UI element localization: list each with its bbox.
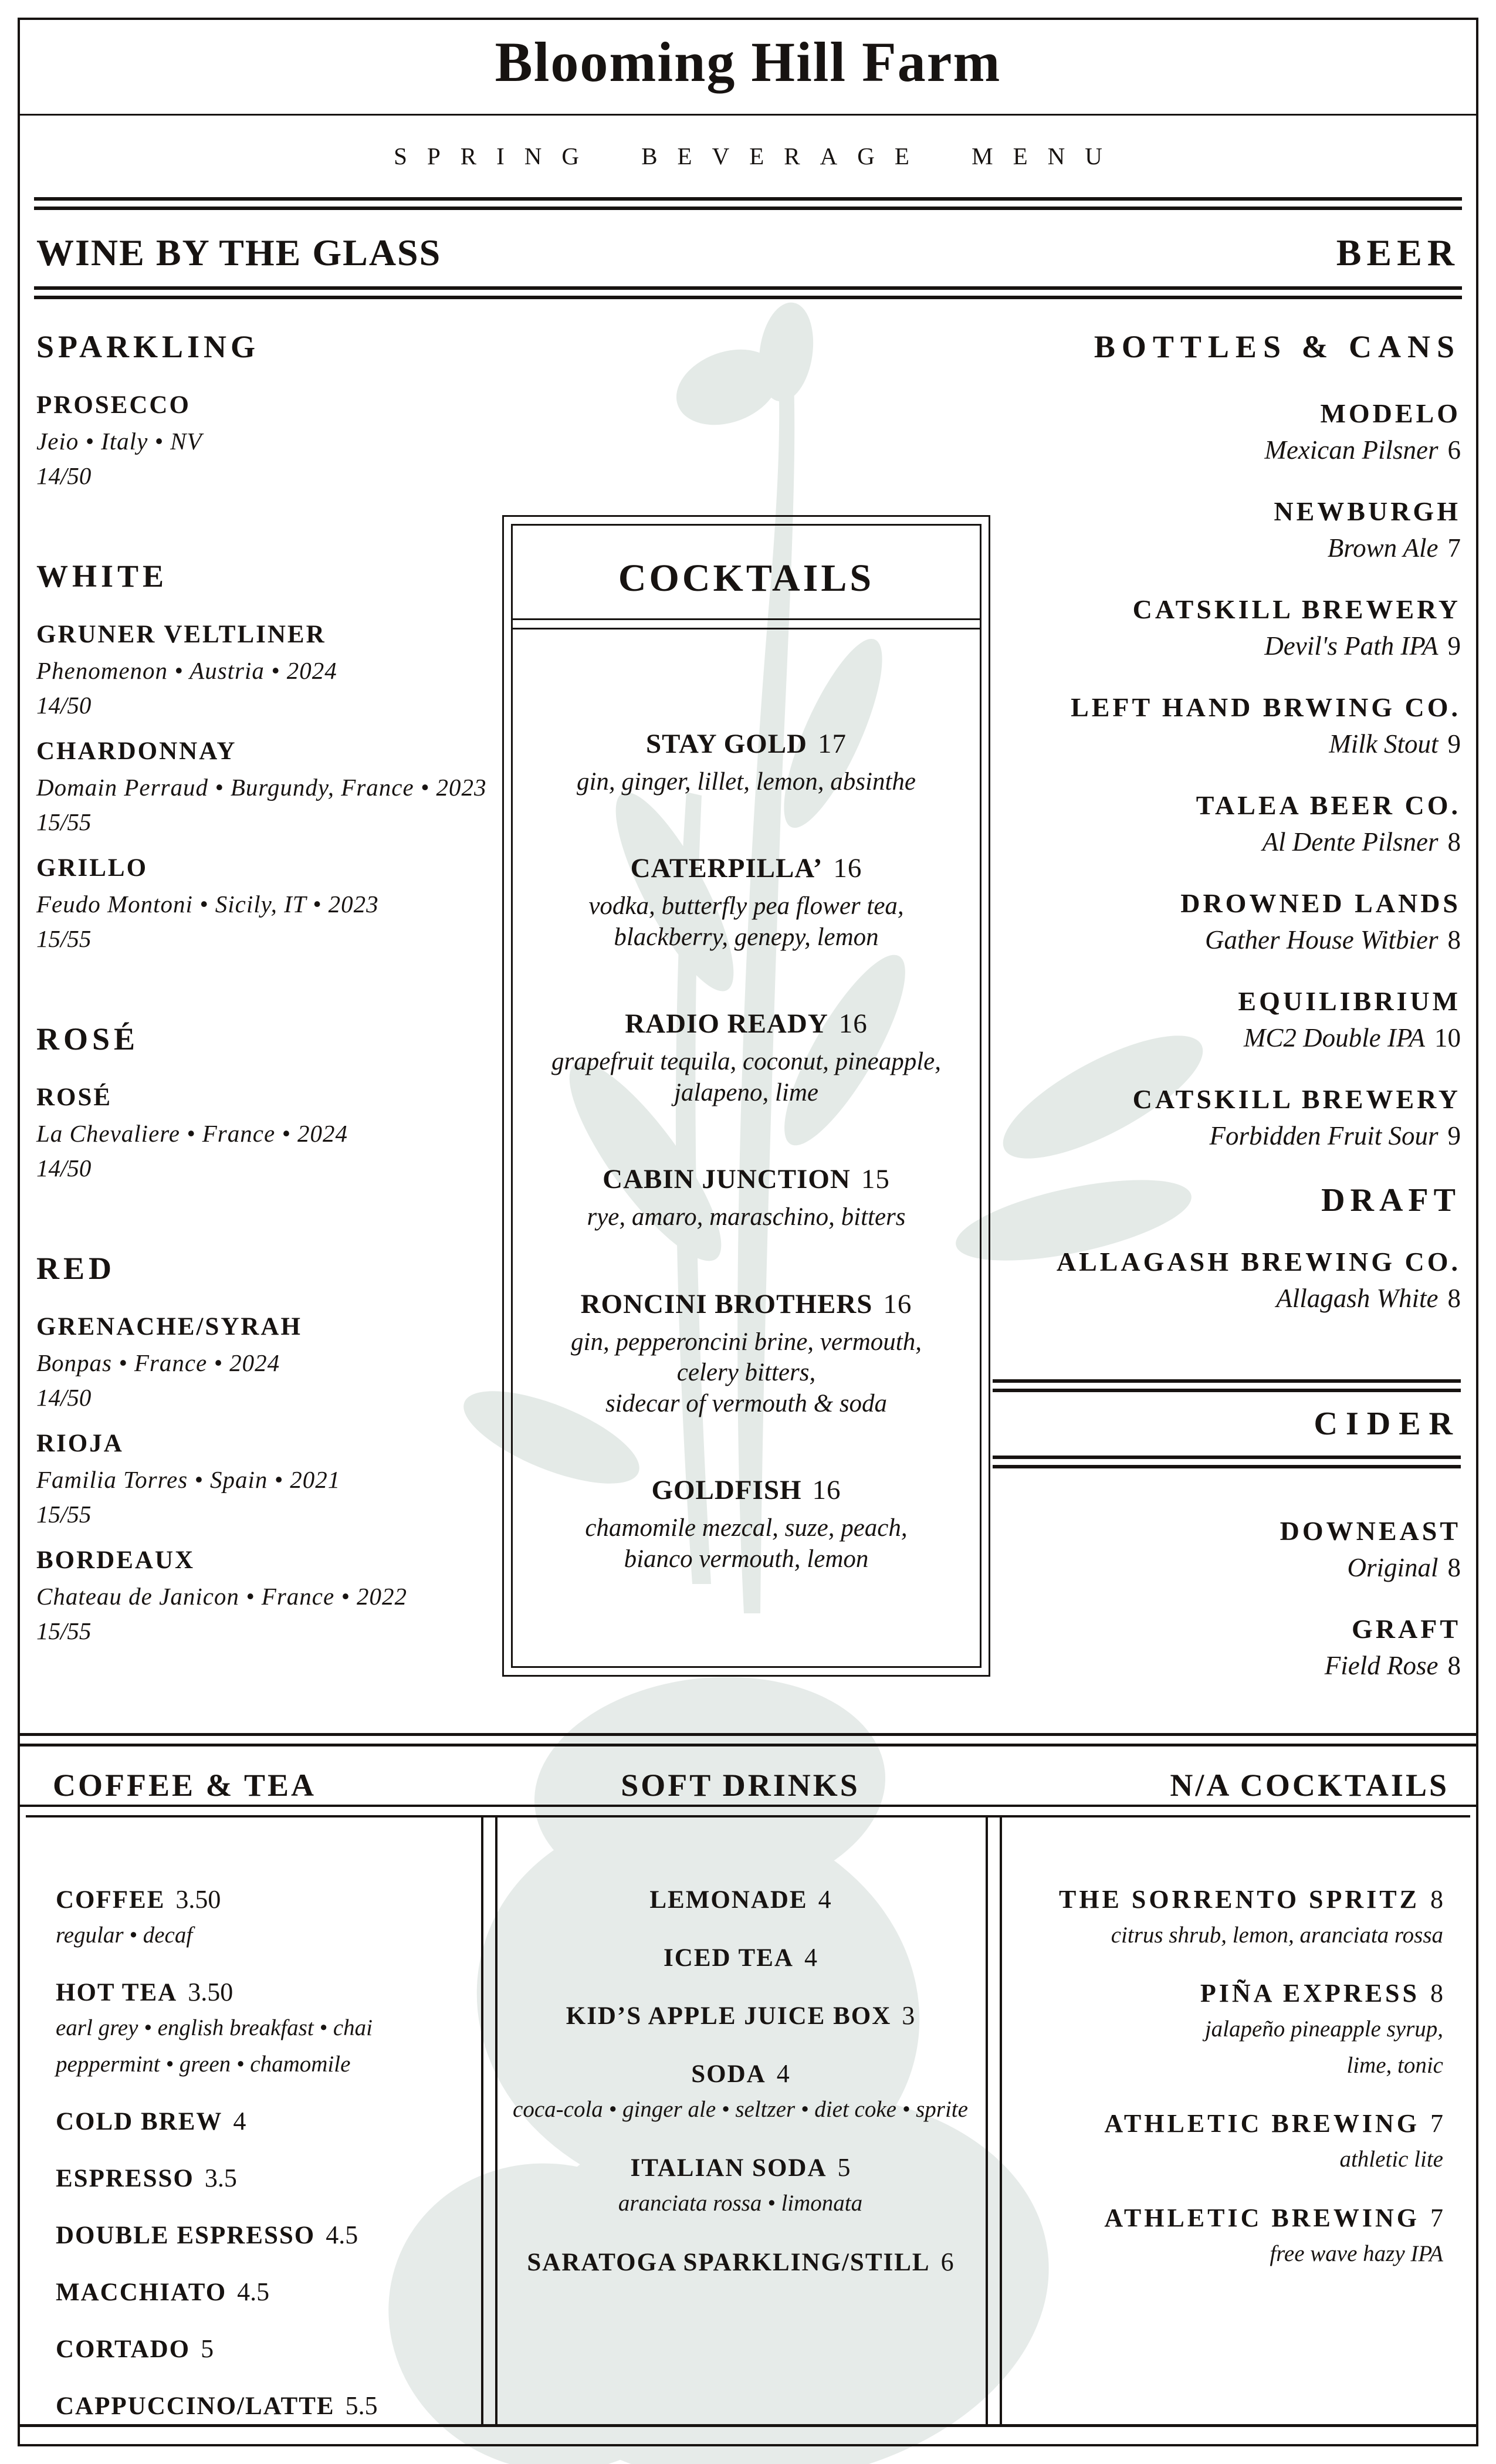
cocktail-price: 16	[833, 853, 862, 884]
beer-price: 7	[1447, 533, 1461, 563]
beer-style: Brown Ale	[1327, 533, 1439, 563]
na-cocktail-details	[1033, 2144, 1443, 2174]
beer-heading: BEER	[1336, 232, 1460, 273]
wine-section-red	[36, 1250, 497, 1645]
column-divider-soft-na-2	[1000, 1817, 1002, 2424]
detail-line: bianco vermouth, lemon	[624, 1545, 869, 1573]
beer-style: Al Dente Pilsner	[1262, 827, 1439, 857]
cocktail-ingredients	[534, 891, 959, 953]
wine-item-price: 15/55	[36, 1501, 92, 1528]
cider-double-rule-bottom-1	[993, 1456, 1461, 1459]
detail-line: chamomile mezcal, suze, peach,	[585, 1514, 908, 1542]
cocktail-name: CABIN JUNCTION	[603, 1164, 851, 1195]
beer-item	[993, 594, 1461, 661]
wine-item-price: 14/50	[36, 692, 92, 719]
detail-line: blackberry, genepy, lemon	[614, 923, 879, 951]
coffee-item	[56, 2163, 461, 2193]
cocktail-price: 16	[883, 1288, 912, 1319]
beer-name: CATSKILL BREWERY	[1132, 594, 1461, 624]
wine-item-name: GRUNER VELTLINER	[36, 621, 326, 648]
soft-drink-name-line	[499, 2001, 982, 2030]
na-cocktail-name: PIÑA EXPRESS	[1200, 1979, 1420, 2008]
wine-item	[36, 1083, 497, 1182]
coffee-name-line	[56, 2334, 461, 2364]
soft-drink-price: 4	[776, 2059, 790, 2088]
beer-name: MODELO	[1320, 398, 1461, 428]
wine-item-name: GRILLO	[36, 854, 148, 882]
draft-heading: DRAFT	[1321, 1182, 1461, 1219]
wine-item-detail: Chateau de Janicon • France • 2022	[36, 1583, 408, 1610]
cocktail-ingredients	[534, 1513, 959, 1575]
bottom-band-rule-1	[20, 1805, 1476, 1807]
beer-name: LEFT HAND BRWING CO.	[1071, 692, 1461, 722]
soft-drink-item	[499, 2152, 982, 2218]
soft-drink-name: KID’S APPLE JUICE BOX	[566, 2002, 892, 2030]
cocktails-rule-top	[513, 618, 980, 620]
cocktail-name-line	[534, 1008, 959, 1040]
detail-line: grapefruit tequila, coconut, pineapple,	[551, 1048, 941, 1076]
wine-section-sparkling	[36, 329, 497, 490]
detail-line: free wave hazy IPA	[1270, 2240, 1443, 2266]
wine-column	[36, 329, 497, 1663]
soft-drink-name: ITALIAN SODA	[630, 2154, 827, 2182]
wine-item	[36, 854, 497, 953]
beer-item	[993, 790, 1461, 857]
wine-item-price: 14/50	[36, 462, 92, 489]
detail-line: aranciata rossa • limonata	[618, 2191, 863, 2216]
soft-drinks-heading: SOFT DRINKS	[621, 1768, 860, 1803]
na-cocktail-details	[1033, 2014, 1443, 2080]
coffee-tea-heading: COFFEE & TEA	[53, 1768, 317, 1803]
wine-item	[36, 620, 497, 719]
beer-item	[993, 1084, 1461, 1151]
detail-line: jalapeno, lime	[673, 1078, 818, 1106]
cider-name: GRAFT	[1352, 1614, 1461, 1644]
cocktails-heading: COCKTAILS	[618, 557, 875, 600]
coffee-item	[56, 2106, 461, 2136]
wine-item	[36, 1312, 497, 1412]
na-cocktail-price: 8	[1430, 1979, 1443, 2008]
cocktail-price: 16	[812, 1475, 841, 1506]
cocktail-ingredients	[534, 1327, 959, 1419]
soft-drink-name: SODA	[691, 2060, 766, 2088]
na-cocktail-details	[1033, 2239, 1443, 2269]
wine-item-detail: Domain Perraud • Burgundy, France • 2023	[36, 774, 487, 801]
cocktail-name-line	[534, 852, 959, 884]
detail-line: rye, amaro, maraschino, bitters	[587, 1203, 906, 1231]
section-heading-band	[36, 231, 1460, 275]
beer-price: 8	[1447, 925, 1461, 955]
wine-item-name: PROSECCO	[36, 391, 191, 419]
draft-beer-list	[993, 1246, 1461, 1314]
wine-by-the-glass-heading: WINE BY THE GLASS	[36, 232, 442, 273]
cider-price: 8	[1447, 1651, 1461, 1680]
coffee-item	[56, 2391, 461, 2421]
coffee-name-line	[56, 2220, 461, 2250]
wine-item	[36, 391, 497, 490]
coffee-item-price: 4.5	[237, 2277, 270, 2307]
beer-name: CATSKILL BREWERY	[1132, 1084, 1461, 1114]
cider-style-line	[993, 1552, 1461, 1583]
cider-name: DOWNEAST	[1280, 1516, 1461, 1546]
na-cocktail-name-line	[1033, 2203, 1443, 2233]
cider-double-rule-top-2	[993, 1389, 1461, 1392]
cocktail-name-line	[534, 1474, 959, 1506]
beer-name: DROWNED LANDS	[1180, 888, 1461, 918]
coffee-item-name: COFFEE	[56, 1886, 165, 1914]
beer-price: 8	[1447, 827, 1461, 857]
coffee-item	[56, 2277, 461, 2307]
beer-style-line	[993, 827, 1461, 857]
beer-style: MC2 Double IPA	[1243, 1023, 1425, 1052]
coffee-item-name: MACCHIATO	[56, 2279, 227, 2307]
na-cocktail-item	[1033, 1884, 1443, 1950]
soft-drink-price: 4	[804, 1943, 817, 1972]
cocktail-name-line	[534, 728, 959, 760]
detail-line: regular • decaf	[56, 1923, 193, 1948]
coffee-item-name: DOUBLE ESPRESSO	[56, 2222, 316, 2250]
menu-subtitle: SPRING BEVERAGE MENU	[394, 143, 1122, 170]
wine-section-title: WHITE	[36, 559, 168, 594]
wine-item-name: CHARDONNAY	[36, 737, 237, 765]
detail-line: earl grey • english breakfast • chai	[56, 2015, 373, 2041]
coffee-name-line	[56, 2391, 461, 2421]
coffee-item-price: 4.5	[326, 2221, 358, 2250]
cocktail-ingredients	[534, 767, 959, 797]
coffee-item-price: 5.5	[345, 2391, 378, 2421]
beer-price: 9	[1447, 729, 1461, 759]
soft-drinks-column	[499, 1884, 982, 2305]
wine-item-detail: Jeio • Italy • NV	[36, 428, 202, 455]
beer-name: NEWBURGH	[1274, 496, 1461, 526]
coffee-name-line	[56, 2277, 461, 2307]
cider-style: Original	[1347, 1553, 1439, 1582]
wine-section-rose	[36, 1021, 497, 1182]
coffee-name-line	[56, 1977, 461, 2007]
na-cocktail-name: ATHLETIC BREWING	[1104, 2109, 1420, 2138]
cocktail-item	[534, 1288, 959, 1419]
cocktail-item	[534, 1008, 959, 1108]
soft-drink-name-line	[499, 2247, 982, 2277]
wine-item-detail: Familia Torres • Spain • 2021	[36, 1466, 341, 1493]
detail-line: peppermint • green • chamomile	[56, 2051, 351, 2077]
beer-price: 8	[1447, 1284, 1461, 1313]
soft-drink-name-line	[499, 2059, 982, 2089]
cocktails-box-inner-border	[511, 524, 981, 1668]
cocktail-name: STAY GOLD	[646, 729, 807, 759]
coffee-item-name: ESPRESSO	[56, 2165, 194, 2193]
soft-drink-item	[499, 1884, 982, 1914]
coffee-item-name: HOT TEA	[56, 1979, 178, 2007]
beer-name: EQUILIBRIUM	[1238, 986, 1461, 1016]
beer-style: Milk Stout	[1329, 729, 1439, 759]
beer-item	[993, 888, 1461, 955]
wine-item-list	[36, 1083, 497, 1182]
cocktails-rule-bottom	[513, 628, 980, 629]
wine-item-price: 15/55	[36, 925, 92, 952]
detail-line: gin, pepperoncini brine, vermouth,	[571, 1328, 922, 1356]
soft-drink-details	[499, 2188, 982, 2218]
wine-item-name: RIOJA	[36, 1430, 124, 1457]
column-divider-soft-na-1	[986, 1817, 988, 2424]
bottles-cans-heading: BOTTLES & CANS	[1094, 329, 1461, 364]
cider-item	[993, 1515, 1461, 1583]
detail-line: vodka, butterfly pea flower tea,	[588, 892, 904, 920]
coffee-item	[56, 2334, 461, 2364]
wine-item-price: 14/50	[36, 1155, 92, 1182]
wine-item-name: GRENACHE/SYRAH	[36, 1313, 302, 1341]
wine-item-list	[36, 620, 497, 953]
na-cocktail-price: 7	[1430, 2203, 1443, 2232]
beer-style: Mexican Pilsner	[1264, 435, 1439, 465]
coffee-item	[56, 1977, 461, 2079]
coffee-item-price: 5	[201, 2334, 214, 2364]
coffee-item-details	[56, 2013, 461, 2079]
wine-item-name: ROSÉ	[36, 1084, 113, 1111]
column-divider-coffee-soft-2	[495, 1817, 497, 2424]
na-cocktail-price: 8	[1430, 1885, 1443, 1914]
wine-item-list	[36, 391, 497, 490]
coffee-item-price: 3.50	[188, 1978, 233, 2007]
beer-item	[993, 398, 1461, 465]
cocktail-price: 16	[838, 1008, 868, 1040]
beer-bottle-list	[993, 398, 1461, 1151]
cocktail-name-line	[534, 1163, 959, 1195]
beer-style: Gather House Witbier	[1205, 925, 1439, 955]
cocktail-name: RADIO READY	[625, 1008, 828, 1040]
na-cocktails-heading: N/A COCKTAILS	[1170, 1768, 1449, 1803]
cocktail-item	[534, 728, 959, 797]
na-cocktail-details	[1033, 1920, 1443, 1950]
cider-double-rule-top-1	[993, 1379, 1461, 1383]
beer-price: 9	[1447, 1121, 1461, 1150]
beer-price: 9	[1447, 631, 1461, 661]
detail-line: jalapeño pineapple syrup,	[1204, 2016, 1443, 2042]
wine-item-detail: Bonpas • France • 2024	[36, 1349, 280, 1376]
coffee-item-price: 3.50	[175, 1885, 221, 1914]
na-cocktail-item	[1033, 1978, 1443, 2080]
soft-drink-item	[499, 2247, 982, 2277]
beer-item	[993, 986, 1461, 1053]
soft-drink-name: LEMONADE	[649, 1886, 808, 1914]
beer-style-line	[993, 925, 1461, 955]
coffee-item	[56, 2220, 461, 2250]
cider-style: Field Rose	[1324, 1651, 1439, 1680]
soft-drink-name-line	[499, 2152, 982, 2182]
wine-section-title: ROSÉ	[36, 1021, 140, 1057]
cider-item	[993, 1613, 1461, 1681]
detail-line: sidecar of vermouth & soda	[605, 1389, 888, 1417]
coffee-item-name: CAPPUCCINO/LATTE	[56, 2392, 335, 2421]
na-cocktail-item	[1033, 2203, 1443, 2269]
coffee-name-line	[56, 2163, 461, 2193]
na-cocktail-name-line	[1033, 1978, 1443, 2008]
cocktail-name: GOLDFISH	[651, 1475, 802, 1506]
restaurant-title: Blooming Hill Farm	[495, 31, 1001, 93]
beer-item	[993, 1246, 1461, 1314]
soft-drink-item	[499, 2059, 982, 2124]
beer-item	[993, 692, 1461, 759]
cocktail-name: RONCINI BROTHERS	[580, 1288, 873, 1319]
wine-item-detail: Feudo Montoni • Sicily, IT • 2023	[36, 891, 379, 918]
soft-drink-name: ICED TEA	[664, 1944, 794, 1972]
beer-style: Allagash White	[1276, 1284, 1439, 1313]
beer-price: 10	[1434, 1023, 1461, 1052]
coffee-name-line	[56, 2106, 461, 2136]
soft-drink-price: 5	[837, 2153, 851, 2182]
soft-drink-details	[499, 2094, 982, 2124]
beer-cider-column	[993, 329, 1461, 1711]
wine-section-white	[36, 558, 497, 953]
soft-drink-price: 4	[818, 1885, 831, 1914]
wine-item-price: 15/55	[36, 808, 92, 835]
beer-name: TALEA BEER CO.	[1196, 790, 1461, 820]
wine-item-detail: La Chevaliere • France • 2024	[36, 1120, 348, 1147]
cocktail-item	[534, 852, 959, 953]
beer-price: 6	[1447, 435, 1461, 465]
wine-item-list	[36, 1312, 497, 1645]
cider-style-line	[993, 1650, 1461, 1681]
soft-drink-item	[499, 2001, 982, 2030]
cocktail-price: 15	[861, 1164, 890, 1195]
detail-line: citrus shrub, lemon, aranciata rossa	[1111, 1923, 1443, 1948]
coffee-item-price: 4	[233, 2107, 246, 2136]
coffee-item-price: 3.5	[204, 2164, 237, 2193]
detail-line: celery bitters,	[676, 1359, 816, 1387]
beer-style-line	[993, 1283, 1461, 1314]
coffee-tea-column	[56, 1884, 461, 2448]
beer-style: Devil's Path IPA	[1264, 631, 1439, 661]
cocktail-ingredients	[534, 1202, 959, 1233]
detail-line: gin, ginger, lillet, lemon, absinthe	[576, 768, 916, 796]
na-cocktail-name: ATHLETIC BREWING	[1104, 2203, 1420, 2232]
wine-item-name: BORDEAUX	[36, 1546, 195, 1574]
wine-item-price: 15/55	[36, 1617, 92, 1644]
cocktail-price: 17	[817, 729, 847, 759]
soft-drink-name-line	[499, 1942, 982, 1972]
beer-style-line	[993, 1121, 1461, 1151]
bottom-double-rule-1	[20, 1733, 1476, 1736]
soft-drink-name: SARATOGA SPARKLING/STILL	[527, 2248, 930, 2276]
na-cocktail-item	[1033, 2108, 1443, 2174]
wine-item	[36, 737, 497, 836]
bottom-heading-band	[36, 1762, 1460, 1808]
wine-item-detail: Phenomenon • Austria • 2024	[36, 657, 337, 684]
cocktail-name-line	[534, 1288, 959, 1320]
cocktail-name: CATERPILLA’	[630, 853, 823, 884]
beer-style-line	[993, 729, 1461, 759]
beer-style: Forbidden Fruit Sour	[1209, 1121, 1439, 1150]
cocktail-item	[534, 1163, 959, 1233]
soft-drink-name-line	[499, 1884, 982, 1914]
na-cocktails-column	[1033, 1884, 1443, 2297]
cider-heading: CIDER	[1314, 1406, 1461, 1442]
wine-section-title: RED	[36, 1251, 116, 1286]
band-double-rule-top	[34, 286, 1462, 290]
wine-section-title: SPARKLING	[36, 329, 260, 364]
bottom-band-rule-2	[26, 1815, 1470, 1817]
wine-item-price: 14/50	[36, 1384, 92, 1411]
wine-item	[36, 1429, 497, 1528]
na-cocktail-name-line	[1033, 2108, 1443, 2138]
detail-line: athletic lite	[1339, 2147, 1443, 2172]
bottom-double-rule-2	[20, 1744, 1476, 1747]
soft-drink-price: 6	[940, 2247, 954, 2276]
header-double-rule-bottom	[34, 207, 1462, 210]
cider-price: 8	[1447, 1553, 1461, 1582]
title-rule	[20, 114, 1476, 116]
cocktail-item	[534, 1474, 959, 1575]
coffee-item	[56, 1884, 461, 1950]
cider-double-rule-bottom-2	[993, 1465, 1461, 1468]
coffee-name-line	[56, 1884, 461, 1914]
beer-style-line	[993, 533, 1461, 563]
cider-list	[993, 1515, 1461, 1681]
cocktail-ingredients	[534, 1047, 959, 1108]
beer-item	[993, 496, 1461, 563]
beer-name: ALLAGASH BREWING CO.	[1056, 1247, 1461, 1277]
coffee-item-name: CORTADO	[56, 2336, 191, 2364]
coffee-item-details	[56, 1920, 461, 1950]
column-divider-coffee-soft-1	[481, 1817, 483, 2424]
na-cocktail-name: THE SORRENTO SPRITZ	[1058, 1885, 1420, 1914]
beer-style-line	[993, 631, 1461, 661]
detail-line: coca-cola • ginger ale • seltzer • diet coke • sprite	[513, 2097, 968, 2122]
soft-drink-item	[499, 1942, 982, 1972]
band-double-rule-bottom	[34, 296, 1462, 299]
detail-line: lime, tonic	[1346, 2052, 1443, 2078]
na-cocktail-name-line	[1033, 1884, 1443, 1914]
cocktails-box	[502, 515, 990, 1677]
soft-drink-price: 3	[902, 2001, 915, 2030]
na-cocktail-price: 7	[1430, 2109, 1443, 2138]
header-double-rule-top	[34, 197, 1462, 201]
coffee-item-name: COLD BREW	[56, 2108, 223, 2136]
cocktail-list	[513, 728, 980, 1575]
beer-style-line	[993, 435, 1461, 465]
beer-style-line	[993, 1023, 1461, 1053]
wine-item	[36, 1546, 497, 1645]
